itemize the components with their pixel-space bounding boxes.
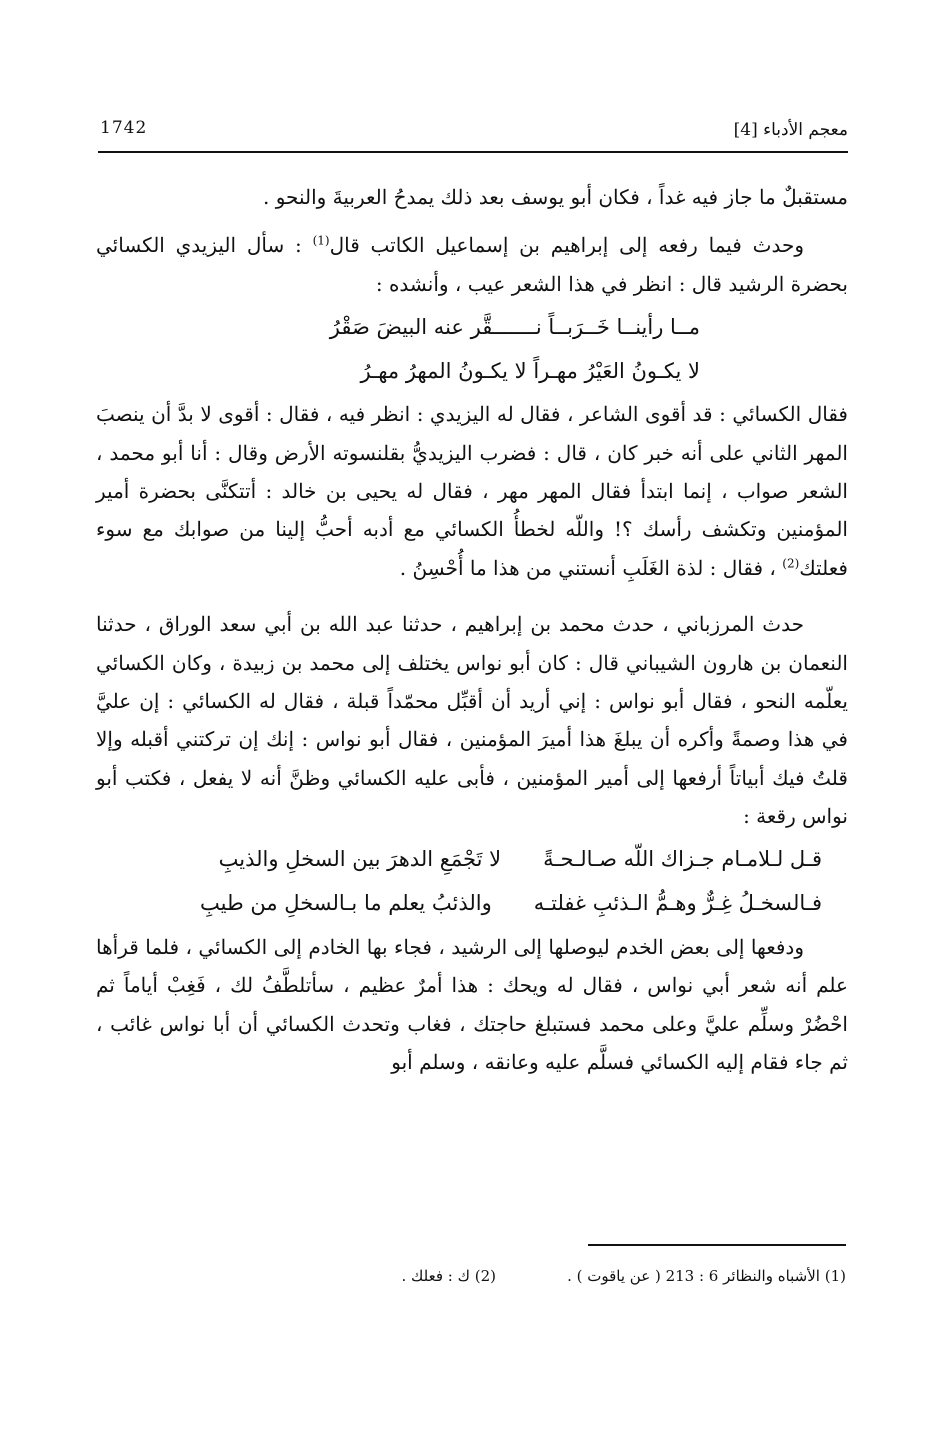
footnote-ref-1: (1) — [312, 233, 330, 248]
footnotes — [290, 1267, 846, 1295]
verse-3-hemistich-2: والذئبُ يعلم ما بـالسخلِ من طيبِ — [200, 891, 492, 916]
footnote-1: (1) الأشباه والنظائر 6 : 213 ( عن ياقوت ) . — [567, 1267, 846, 1285]
paragraph-3-text-a: فقال الكسائي : قد أقوى الشاعر ، فقال له اليزيدي : انظر فيه ، فقال : أقوى لا بدَّ أن ينصبَ المهر الثاني على أنه خبر كان ، قال : فضرب اليزيديُّ بقلنسوته الأرض وقال : أنا أبو محمد ، الشعر صواب ، إنما ابتدأ فقال المهر مهر ، فقال له يحيى بن خالد : أتتكنَّى بحضرة أمير المؤمنين وتكشف رأسك ؟! واللّه لخطأُ الكسائي مع أدبه أحبُّ إلينا من صوابك مع سوء فعلتك — [96, 402, 848, 580]
footnote-2: (2) ك : فعلك . — [401, 1267, 496, 1285]
verse-2-hemistich-2: لا تَجْمَعِ الدهرَ بين السخلِ والذيبِ — [218, 847, 502, 872]
verse-2-hemistich-1: قـل لـلامـام جـزاك اللّه صـالـحـةً — [543, 847, 822, 872]
footnote-rule — [588, 1244, 846, 1246]
page-number: 1742 — [100, 118, 148, 138]
paragraph-2-text-b: : سأل اليزيدي الكسائي بحضرة الرشيد قال : انظر في هذا الشعر عيب ، وأنشده : — [96, 233, 848, 296]
verse-3-hemistich-1: فـالسخـلُ غِـرٌّ وهـمُّ الـذئبِ غفلتـه — [533, 891, 822, 916]
paragraph-2-text-a: وحدث فيما رفعه إلى إبراهيم بن إسماعيل الكاتب قال — [329, 233, 804, 258]
poem-verse-1 — [96, 305, 848, 393]
body-text — [96, 178, 848, 1081]
header-rule — [98, 151, 848, 153]
footnote-ref-2: (2) — [782, 556, 800, 571]
paragraph-3-text-b: ، فقال : لذة الغَلَبِ أنستني من هذا ما أُحْسِنُ . — [399, 555, 783, 580]
poem-verse-line — [96, 882, 822, 926]
poem-verse-line — [96, 838, 822, 882]
poem-verses-2 — [96, 838, 848, 926]
paragraph-2 — [96, 226, 848, 303]
paragraph-3 — [96, 395, 848, 587]
page-header — [98, 118, 848, 148]
verse-1-line-2: لا يكـونُ العَيْرُ مهـراً لا يكـونُ المهرُ مهـرُ — [360, 359, 700, 384]
paragraph-1: مستقبلٌ ما جاز فيه غداً ، فكان أبو يوسف بعد ذلك يمدحُ العربيةَ والنحو . — [262, 185, 848, 209]
running-title: معجم الأدباء [4] — [733, 120, 848, 140]
paragraph-4: حدث المرزباني ، حدث محمد بن إبراهيم ، حدثنا عبد الله بن أبي سعد الوراق ، حدثنا النعمان بن هارون الشيباني قال : كان أبو نواس يختلف إلى محمد بن زبيدة ، وكان الكسائي يعلّمه النحو ، فقال أبو نواس : إني أريد أن أقبِّل محمّداً قبلة ، فقال له الكسائي : إن عليَّ في هذا وصمةً وأكره أن يبلغَ هذا أميرَ المؤمنين ، فقال أبو نواس : إنك إن تركتني أقبله وإلا قلتُ فيك أبياتاً أرفعها إلى أمير المؤمنين ، فأبى عليه الكسائي وظنَّ أنه لا يفعل ، فكتب أبو نواس رقعة : — [96, 612, 848, 829]
paragraph-5: ودفعها إلى بعض الخدم ليوصلها إلى الرشيد ، فجاء بها الخادم إلى الكسائي ، فلما قرأها علم أنه شعر أبي نواس ، فقال له ويحك : هذا أمرٌ عظيم ، سأتلطَّفُ لك ، فَغِبْ أياماً ثم احْضُرْ وسلِّم عليَّ وعلى محمد فستبلغ حاجتك ، فغاب وتحدث الكسائي أن أبا نواس غائب ، ثم جاء فقام إليه الكسائي فسلَّم عليه وعانقه ، وسلم أبو — [96, 934, 848, 1074]
verse-1-line-1: مــا رأينــا خَــرَبــاً نـــــــقَّر عنه البيضَ صَقْرُ — [329, 315, 700, 340]
